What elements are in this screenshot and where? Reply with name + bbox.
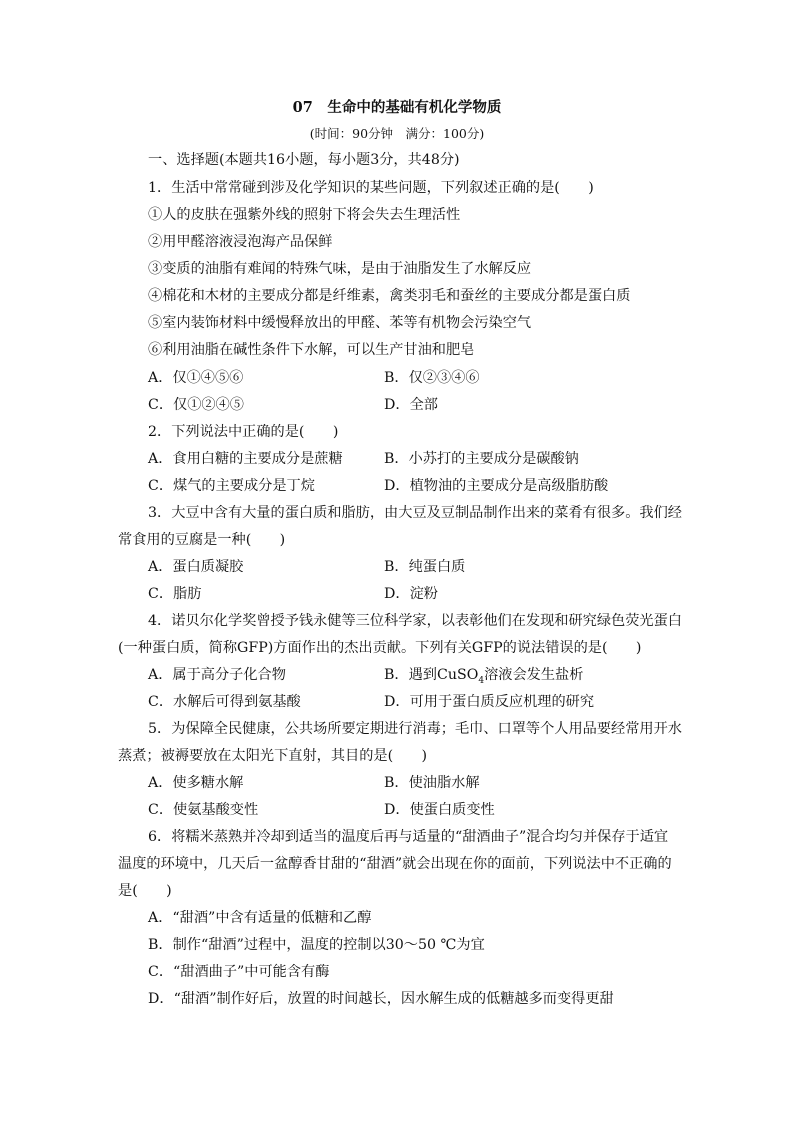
q2-option-a: A．食用白糖的主要成分是蔗糖 [148, 451, 343, 467]
q2-option-c: C．煤气的主要成分是丁烷 [148, 478, 315, 494]
q1-item: ②用甲醛溶液浸泡海产品保鲜 [148, 234, 333, 250]
q3-stem-line1: 3．大豆中含有大量的蛋白质和脂肪，由大豆及豆制品制作出来的菜肴有很多。我们经 [148, 505, 682, 521]
q3-option-c: C．脂肪 [148, 586, 202, 602]
section-heading: 一、选择题(本题共16小题，每小题3分，共48分) [148, 152, 460, 168]
q1-item: ③变质的油脂有难闻的特殊气味，是由于油脂发生了水解反应 [148, 261, 532, 277]
q6-option-a: A．“甜酒”中含有适量的低糖和乙醇 [148, 910, 372, 926]
q1-option-d: D．全部 [384, 397, 438, 413]
q1-option-a: A．仅①④⑤⑥ [148, 370, 244, 386]
q2-option-b: B．小苏打的主要成分是碳酸钠 [384, 451, 579, 467]
q4-option-a: A．属于高分子化合物 [148, 667, 286, 683]
q1-item: ①人的皮肤在强紫外线的照射下将会失去生理活性 [148, 207, 461, 223]
q1-item: ④棉花和木材的主要成分都是纤维素，禽类羽毛和蚕丝的主要成分都是蛋白质 [148, 288, 631, 304]
q4-option-b-subscript: 4 [478, 675, 485, 686]
q1-stem: 1．生活中常常碰到涉及化学知识的某些问题，下列叙述正确的是( ) [148, 180, 594, 196]
q6-option-c: C．“甜酒曲子”中可能含有酶 [148, 964, 330, 980]
q5-option-a: A．使多糖水解 [148, 775, 244, 791]
page-subtitle: (时间：90分钟 满分：100分) [309, 126, 485, 141]
q4-option-b-text: B．遇到CuSO [384, 667, 479, 683]
q1-item: ⑥利用油脂在碱性条件下水解，可以生产甘油和肥皂 [148, 342, 475, 358]
q4-stem-line2: (一种蛋白质，简称GFP)方面作出的杰出贡献。下列有关GFP的说法错误的是( ) [118, 640, 642, 656]
q6-option-d: D．“甜酒”制作好后，放置的时间越长，因水解生成的低糖越多而变得更甜 [148, 991, 614, 1007]
q5-stem-line2: 蒸煮；被褥要放在太阳光下直射，其目的是( ) [118, 748, 428, 764]
q2-option-d: D．植物油的主要成分是高级脂肪酸 [384, 478, 609, 494]
q2-stem: 2．下列说法中正确的是( ) [148, 424, 339, 440]
q3-stem-line2: 常食用的豆腐是一种( ) [118, 532, 286, 548]
q3-option-a: A．蛋白质凝胶 [148, 559, 244, 575]
page-title: 07 生命中的基础有机化学物质 [292, 99, 502, 116]
q5-option-d: D．使蛋白质变性 [384, 802, 495, 818]
q4-option-b-text-end: 溶液会发生盐析 [484, 667, 584, 683]
q1-option-b: B．仅②③④⑥ [384, 370, 480, 386]
q4-option-b [384, 665, 583, 691]
q4-stem-line1: 4．诺贝尔化学奖曾授予钱永健等三位科学家，以表彰他们在发现和研究绿色荧光蛋白 [148, 613, 682, 629]
q3-option-d: D．淀粉 [384, 586, 438, 602]
q3-option-b: B．纯蛋白质 [384, 559, 466, 575]
q6-stem-line1: 6．将糯米蒸熟并冷却到适当的温度后再与适量的“甜酒曲子”混合均匀并保存于适宜 [148, 829, 669, 845]
q6-stem-line3: 是( ) [118, 883, 172, 899]
q4-option-d: D．可用于蛋白质反应机理的研究 [384, 694, 595, 710]
q1-option-c: C．仅①②④⑤ [148, 397, 244, 413]
q5-option-c: C．使氨基酸变性 [148, 802, 259, 818]
q5-option-b: B．使油脂水解 [384, 775, 480, 791]
q4-option-c: C．水解后可得到氨基酸 [148, 694, 301, 710]
q5-stem-line1: 5．为保障全民健康，公共场所要定期进行消毒；毛巾、口罩等个人用品要经常用开水 [148, 721, 682, 737]
q6-stem-line2: 温度的环境中，几天后一盆醇香甘甜的“甜酒”就会出现在你的面前，下列说法中不正确的 [118, 856, 672, 872]
q1-item: ⑤室内装饰材料中缓慢释放出的甲醛、苯等有机物会污染空气 [148, 315, 532, 331]
q6-option-b: B．制作“甜酒”过程中，温度的控制以30～50 ℃为宜 [148, 937, 485, 953]
